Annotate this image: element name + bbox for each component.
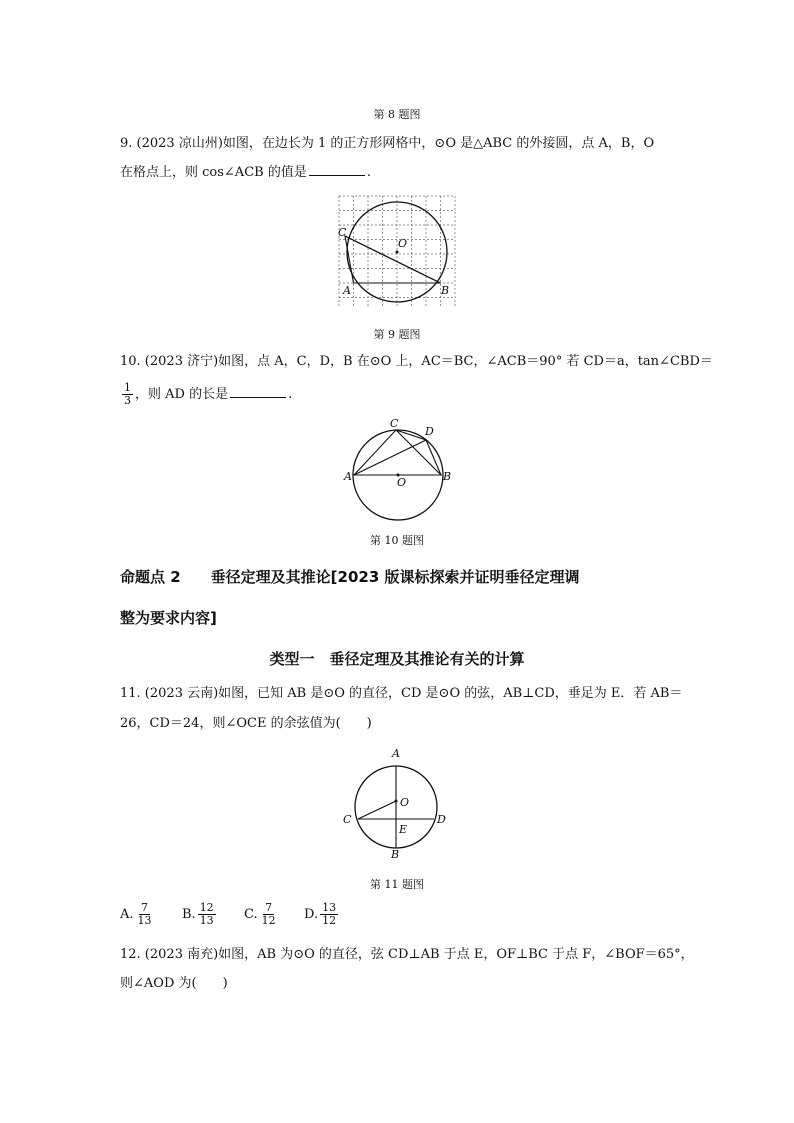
figure-11-label-c: C: [343, 813, 352, 826]
q11-option-c-label: C.: [244, 907, 258, 922]
q11-option-d-num: 13: [322, 901, 337, 914]
figure-11-center-dot: [395, 800, 398, 803]
q12-line1: 12. (2023 南充)如图，AB 为⊙O 的直径，弦 CD⊥AB 于点 E，OF⊥BC 于点 F，∠BOF＝65°，: [120, 947, 694, 962]
q11-option-c-den: 12: [261, 914, 276, 927]
figure-9-segment-cb: [345, 236, 441, 283]
figure-8-caption: 第 8 题图: [373, 108, 421, 121]
q11-option-d-den: 12: [322, 914, 337, 927]
figure-10-caption: 第 10 题图: [370, 534, 424, 547]
figure-11-label-a: A: [392, 747, 400, 760]
q12-line2: 则∠AOD 为( ): [120, 976, 228, 991]
q9-line2: [120, 162, 371, 183]
q11-line2: 26，CD＝24，则∠OCE 的余弦值为( ): [120, 716, 372, 731]
figure-9-label-b: B: [441, 284, 450, 297]
q11-option-b-num: 12: [199, 901, 214, 914]
q10-line2: [120, 382, 292, 407]
figure-10-label-o: O: [397, 476, 407, 489]
figure-10-label-a: A: [344, 470, 352, 483]
figure-11-caption: 第 11 题图: [370, 878, 424, 891]
q11-option-a[interactable]: [120, 902, 156, 927]
q11-option-a-num: 7: [141, 901, 149, 914]
q11-option-a-fraction: [136, 902, 154, 927]
q11-option-c-fraction: [260, 902, 278, 927]
figure-11-label-o: O: [400, 796, 410, 809]
q9-line2-text: 在格点上，则 cos∠ACB 的值是: [120, 165, 307, 180]
q9-answer-blank[interactable]: [309, 162, 365, 176]
section-heading-line2: 整为要求内容]: [120, 609, 217, 627]
figure-9-center-dot: [396, 251, 399, 254]
section-heading-line1: 命题点 2 垂径定理及其推论[2023 版课标探索并证明垂径定理调: [120, 568, 580, 586]
q10-period: .: [288, 387, 293, 402]
figure-10: [343, 418, 458, 528]
figure-9: [335, 192, 460, 312]
figure-11-segment-oc: [358, 801, 396, 819]
figure-11: [340, 745, 455, 863]
q11-option-a-label: A.: [120, 907, 134, 922]
q11-option-b-den: 13: [199, 914, 214, 927]
figure-9-label-a: A: [343, 284, 351, 297]
figure-11-label-d: D: [437, 813, 446, 826]
figure-10-label-c: C: [390, 417, 399, 430]
q11-option-b-fraction: [198, 902, 216, 927]
q11-option-c-num: 7: [265, 901, 273, 914]
figure-10-label-b: B: [443, 470, 452, 483]
q11-option-d-label: D.: [304, 907, 319, 922]
q10-frac-num: 1: [124, 381, 131, 394]
q11-option-b-label: B.: [182, 907, 196, 922]
figure-9-caption: 第 9 题图: [373, 328, 421, 341]
q10-frac-den: 3: [124, 394, 131, 407]
q10-fraction: [122, 382, 133, 407]
q10-line1: 10. (2023 济宁)如图，点 A，C，D，B 在⊙O 上，AC＝BC，∠ACB＝90° 若 CD＝a，tan∠CBD＝: [120, 354, 713, 369]
q10-answer-blank[interactable]: [230, 384, 286, 398]
q9-line1: 9. (2023 凉山州)如图，在边长为 1 的正方形网格中，⊙O 是△ABC 的外接圆，点 A，B，O: [120, 136, 655, 151]
q11-line1: 11. (2023 云南)如图，已知 AB 是⊙O 的直径，CD 是⊙O 的弦，AB⊥CD，垂足为 E．若 AB＝: [120, 686, 683, 701]
figure-9-label-c: C: [338, 226, 347, 239]
q11-option-d-fraction: [320, 902, 338, 927]
figure-11-label-b: B: [391, 848, 400, 861]
q10-line2-text: ，则 AD 的长是: [135, 387, 229, 402]
q11-option-c[interactable]: [244, 902, 280, 927]
figure-11-label-e: E: [399, 823, 408, 836]
q11-option-d[interactable]: [304, 902, 340, 927]
q11-option-b[interactable]: [182, 902, 218, 927]
q9-period: .: [366, 165, 371, 180]
figure-10-label-d: D: [425, 425, 434, 438]
q11-option-a-den: 13: [137, 914, 152, 927]
subsection-heading: 类型一 垂径定理及其推论有关的计算: [269, 650, 525, 668]
figure-9-label-o: O: [398, 237, 408, 250]
